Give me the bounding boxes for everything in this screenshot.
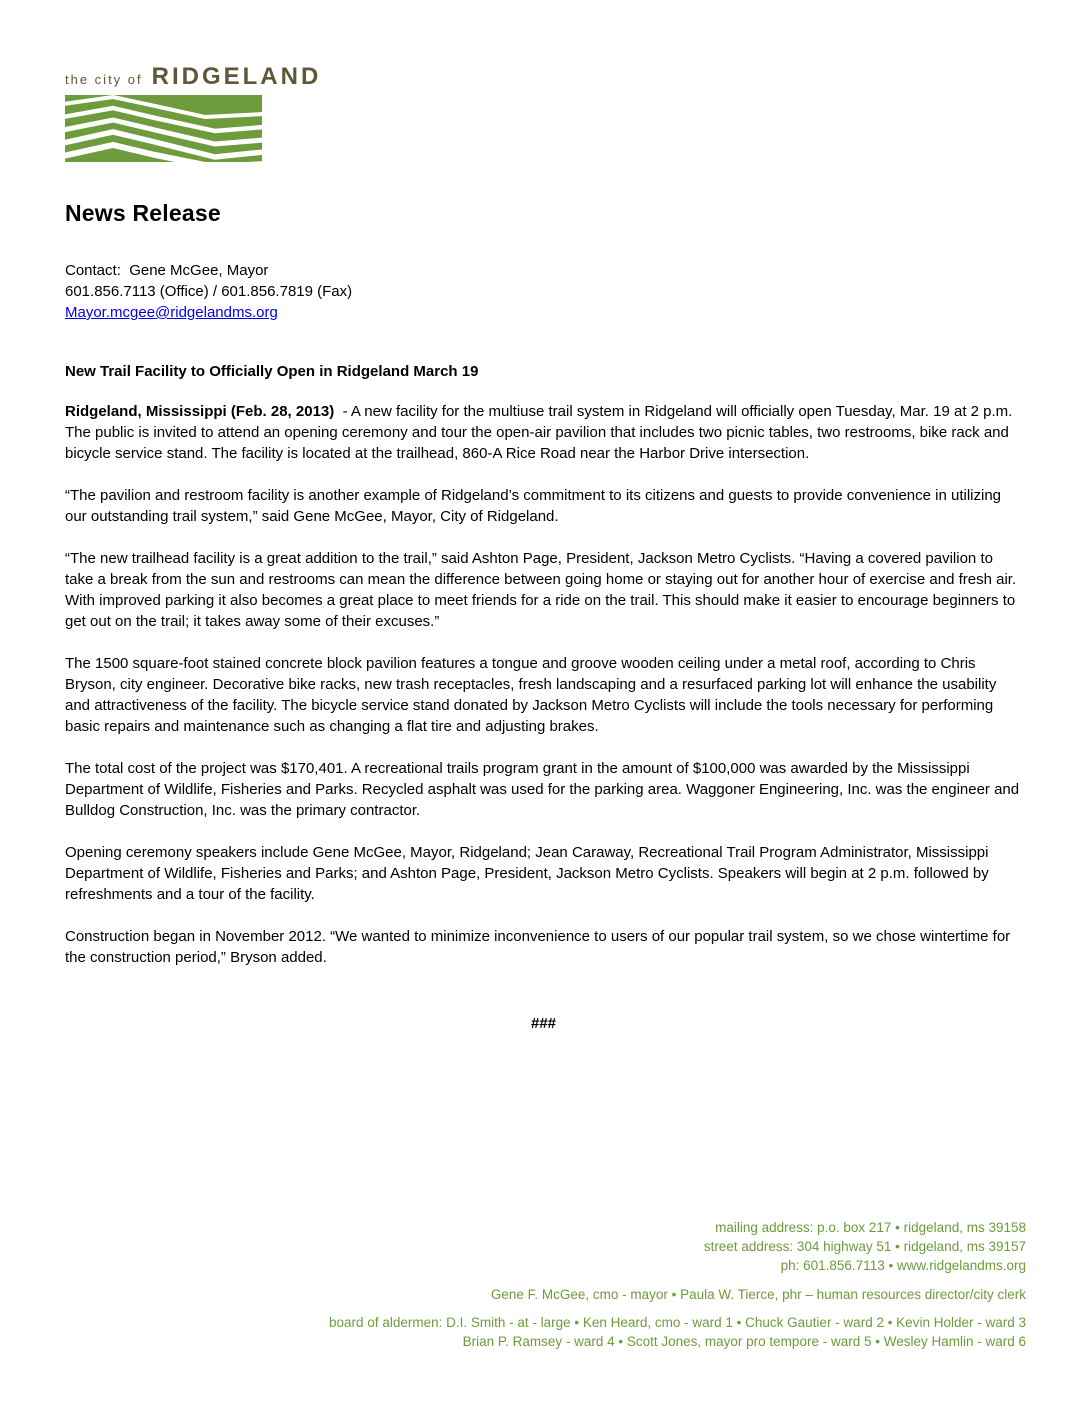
dateline: Ridgeland, Mississippi (Feb. 28, 2013): [65, 403, 335, 420]
body-paragraph: The 1500 square-foot stained concrete block pavilion features a tongue and groove wooden ceiling under a metal roof, according to Chris Bryson, city engineer. Decorative bike racks, new trash receptacles, fresh landscaping and a resurfaced parking lot will enhance the usability and attractiveness of the facility. The bicycle service stand donated by Jackson Metro Cyclists will include the tools necessary for performing basic repairs and maintenance such as changing a flat tire and adjusting brakes.: [65, 655, 997, 735]
contact-email-line: [65, 302, 1022, 323]
contact-name-line: Contact: Gene McGee, Mayor: [65, 262, 269, 279]
phone-website-line: ph: 601.856.7113 • www.ridgelandms.org: [780, 1258, 1026, 1273]
body-paragraph: “The new trailhead facility is a great addition to the trail,” said Ashton Page, President, Jackson Metro Cyclists. “Having a covered pavilion to take a break from the sun and restrooms can mean the difference between going home or staying out for another hour of exercise and fresh air. With improved parking it also becomes a great place to meet friends for a ride on the trail. This should make it easier to encourage beginners to get out on the trail; it takes away some of their excuses.”: [65, 550, 1017, 630]
contact-block: [65, 260, 1022, 323]
body-paragraph: Opening ceremony speakers include Gene McGee, Mayor, Ridgeland; Jean Caraway, Recreational Trail Program Administrator, Mississippi Department of Wildlife, Fisheries and Parks; and Ashton Page, President, Jackson Metro Cyclists. Speakers will begin at 2 p.m. followed by refreshments and a tour of the facility.: [65, 844, 989, 903]
body-paragraph: Construction began in November 2012. “We wanted to minimize inconvenience to users of our popular trail system, so we chose wintertime for the construction period,” Bryson added.: [65, 928, 1011, 966]
logo-tagline: the city of: [65, 72, 143, 87]
aldermen-line-2: Brian P. Ramsey - ward 4 • Scott Jones, mayor pro tempore - ward 5 • Wesley Hamlin - ward 6: [462, 1334, 1026, 1349]
street-address-line: street address: 304 highway 51 • ridgeland, ms 39157: [703, 1239, 1026, 1254]
headline: New Trail Facility to Officially Open in Ridgeland March 19: [65, 363, 479, 380]
page-footer: [65, 1218, 1026, 1351]
logo-city-name: RIDGELAND: [151, 63, 322, 90]
mailing-address-line: mailing address: p.o. box 217 • ridgeland, ms 39158: [715, 1220, 1026, 1235]
footer-address: [65, 1218, 1026, 1275]
contact-phone-line: 601.856.7113 (Office) / 601.856.7819 (Fax): [65, 283, 353, 300]
city-logo: [65, 63, 322, 162]
dateline-paragraph: [65, 401, 1022, 464]
footer-officials-line: Gene F. McGee, cmo - mayor • Paula W. Tierce, phr – human resources director/city clerk: [490, 1287, 1026, 1302]
body-paragraph: The total cost of the project was $170,401. A recreational trails program grant in the amount of $100,000 was awarded by the Mississippi Department of Wildlife, Fisheries and Parks. Recycled asphalt was used for the parking area. Waggoner Engineering, Inc. was the engineer and Bulldog Construction, Inc. was the primary contractor.: [65, 760, 1020, 819]
aldermen-line-1: board of aldermen: D.I. Smith - at - large • Ken Heard, cmo - ward 1 • Chuck Gautier - ward 2 • Kevin Holder - ward 3: [329, 1315, 1026, 1330]
footer-aldermen: [65, 1313, 1026, 1351]
page-title: News Release: [65, 200, 221, 226]
body-paragraph: “The pavilion and restroom facility is another example of Ridgeland’s commitment to its citizens and guests to provide convenience in utilizing our outstanding trail system,” said Gene McGee, Mayor, City of Ridgeland.: [65, 487, 1002, 525]
ridge-waves-icon: [65, 95, 262, 162]
lead-text: - A new facility for the multiuse trail system in Ridgeland will officially open Tuesday, Mar. 19 at 2 p.m. The public is invited to attend an opening ceremony and tour the open-air pavilion that includes two picnic tables, two restrooms, bike rack and bicycle service stand. The facility is located at the trailhead, 860-A Rice Road near the Harbor Drive intersection.: [65, 403, 1017, 462]
logo-wordmark: [65, 63, 322, 91]
contact-email-link[interactable]: Mayor.mcgee@ridgelandms.org: [65, 304, 278, 321]
end-mark: ###: [530, 1015, 557, 1032]
